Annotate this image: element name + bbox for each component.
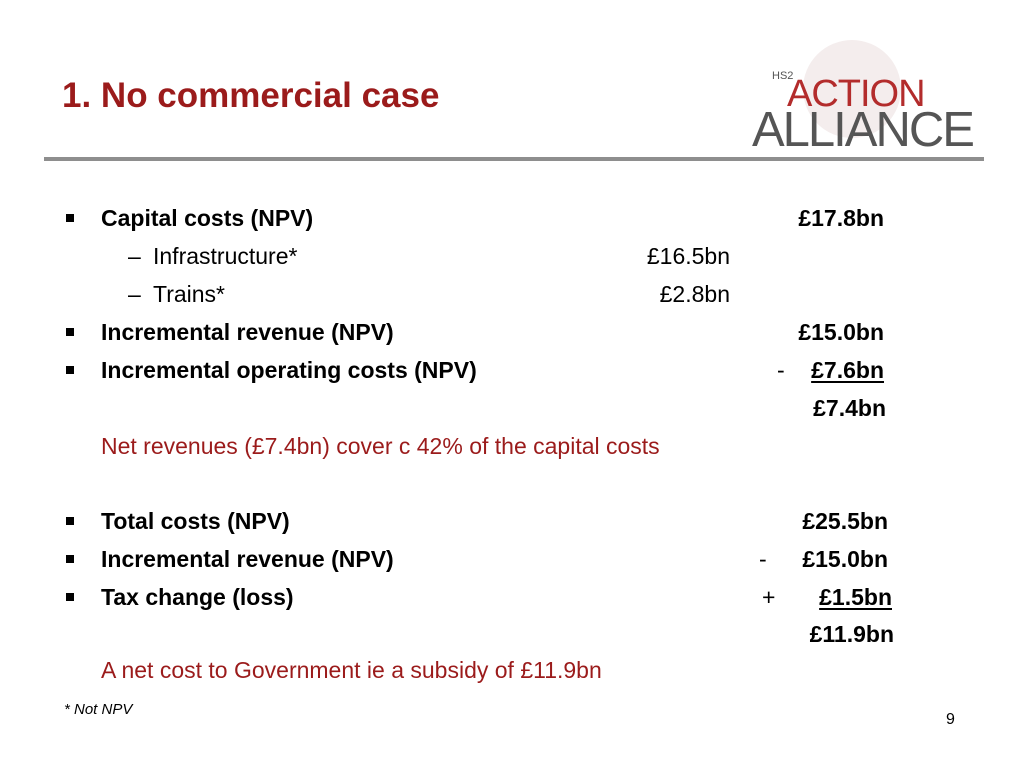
operating-costs-value: £7.6bn	[811, 357, 884, 383]
title-divider	[44, 157, 984, 161]
infrastructure-label: Infrastructure*	[153, 243, 298, 269]
footnote: * Not NPV	[64, 701, 133, 718]
logo-action-text: ACTION	[787, 73, 925, 115]
page-number: 9	[946, 711, 955, 728]
logo-hs2-text: HS2	[772, 70, 794, 82]
infrastructure-value: £16.5bn	[646, 243, 730, 269]
trains-label: Trains*	[153, 281, 225, 307]
revenue-label-2: Incremental revenue (NPV)	[101, 546, 394, 572]
net-cost-value: £11.9bn	[809, 621, 894, 647]
bullet-icon	[66, 214, 74, 222]
revenue-sign: -	[759, 546, 767, 572]
operating-costs-label: Incremental operating costs (NPV)	[101, 357, 477, 383]
logo-alliance-text: ALLIANCE	[752, 103, 973, 157]
revenue-value: £15.0bn	[798, 319, 884, 345]
tax-change-sign: +	[762, 584, 776, 610]
slide-title: 1. No commercial case	[62, 76, 440, 115]
revenue-label: Incremental revenue (NPV)	[101, 319, 394, 345]
total-costs-label: Total costs (NPV)	[101, 508, 290, 534]
revenue-value-2: £15.0bn	[802, 546, 888, 572]
capital-costs-value: £17.8bn	[798, 205, 884, 231]
total-costs-value: £25.5bn	[802, 508, 888, 534]
capital-costs-label: Capital costs (NPV)	[101, 205, 314, 231]
tax-change-value: £1.5bn	[819, 584, 892, 610]
bullet-icon	[66, 555, 74, 563]
bullet-icon	[66, 366, 74, 374]
dash-icon: –	[128, 281, 141, 307]
tax-change-label: Tax change (loss)	[101, 584, 294, 610]
net-cost-conclusion: A net cost to Government ie a subsidy of £11.9bn	[101, 657, 602, 683]
hs2-action-alliance-logo	[745, 40, 975, 160]
operating-costs-sign: -	[777, 357, 785, 383]
bullet-icon	[66, 328, 74, 336]
dash-icon: –	[128, 243, 141, 269]
bullet-icon	[66, 517, 74, 525]
trains-value: £2.8bn	[659, 281, 730, 307]
bullet-icon	[66, 593, 74, 601]
net-revenue-conclusion: Net revenues (£7.4bn) cover c 42% of the capital costs	[101, 433, 660, 459]
net-revenue-value: £7.4bn	[813, 395, 886, 421]
